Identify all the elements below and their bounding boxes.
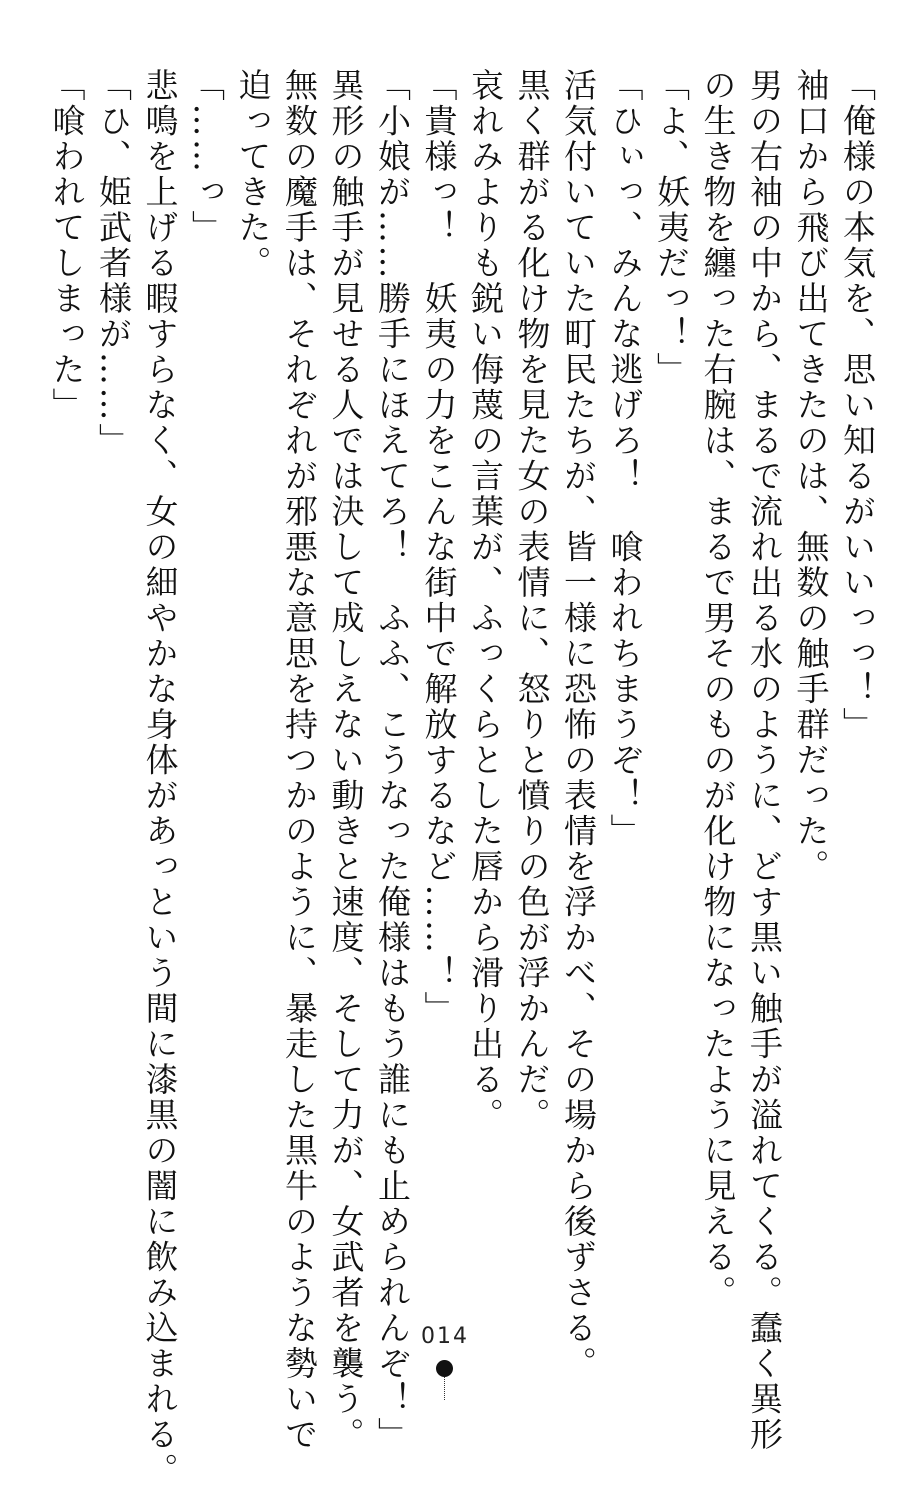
text-line: 「ひ、姫武者様が……」: [94, 68, 133, 459]
text-line: 哀れみよりも鋭い侮蔑の言葉が、ふっくらとした唇から滑り出る。: [466, 68, 505, 1133]
page-number: 014: [421, 1324, 469, 1349]
bookmark-dot-icon: [436, 1360, 453, 1377]
text-line: の生き物を纏った右腕は、まるで男そのものが化け物になったように見える。: [698, 68, 738, 1311]
text-line: 黒く群がる化け物を見た女の表情に、怒りと憤りの色が浮かんだ。: [512, 68, 552, 1133]
text-line: 悲鳴を上げる暇すらなく、女の細やかな身体があっという間に漆黒の闇に飲み込まれる。: [140, 68, 180, 1488]
text-line: 男の右袖の中から、まるで流れ出る水のように、どす黒い触手が溢れてくる。蠢く異形: [745, 68, 784, 1453]
text-line: 「小娘が……勝手にほえてろ！ ふふ、こうなった俺様はもう誰にも止められんぞ！」: [373, 68, 412, 1453]
text-line: 活気付いていた町民たちが、皆一様に恐怖の表情を浮かべ、その場から後ずさる。: [559, 68, 598, 1382]
text-line: 「喰われてしまった」: [47, 68, 87, 423]
text-line: 袖口から飛び出てきたのは、無数の触手群だった。: [791, 68, 831, 885]
text-line: 「よ、妖夷だっ！」: [652, 68, 691, 388]
text-line: 異形の触手が見せる人では決して成しえない動きと速度、そして力が、女武者を襲う。: [326, 68, 366, 1453]
text-line: 無数の魔手は、それぞれが邪悪な意思を持つかのように、暴走した黒牛のような勢いで: [280, 68, 319, 1453]
text-line: 「ひぃっ、みんな逃げろ！ 喰われちまうぞ！」: [605, 68, 645, 849]
text-line: 「俺様の本気を、思い知るがいいっっ！」: [838, 68, 877, 743]
bookmark-thread-icon: [444, 1377, 446, 1400]
text-line: 迫ってきた。: [233, 68, 273, 281]
text-line: 「貴様っ！ 妖夷の力をこんな街中で解放するなど……！」: [419, 68, 459, 1027]
text-line: 「……っ」: [187, 68, 226, 246]
